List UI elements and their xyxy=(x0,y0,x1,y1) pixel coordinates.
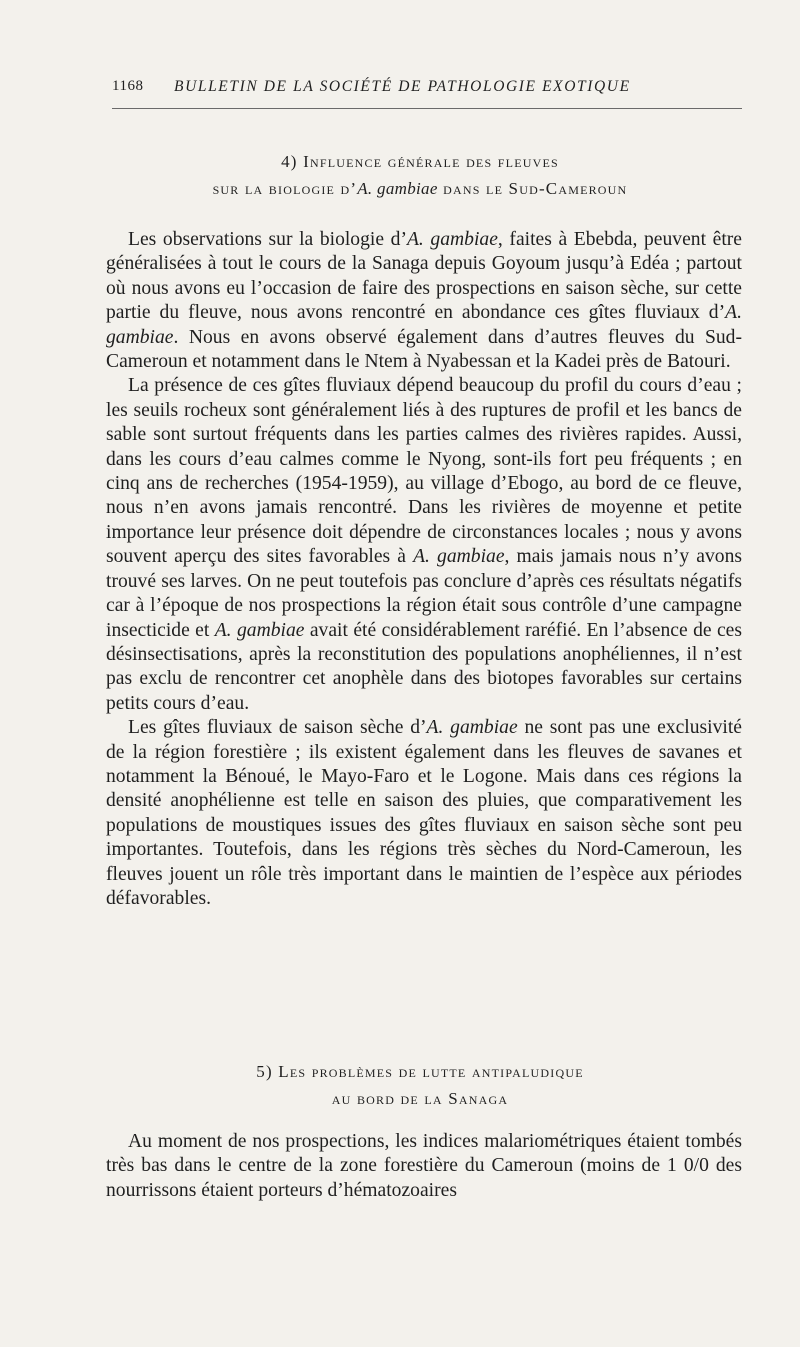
section-4-heading-species: A. gambiae xyxy=(357,179,438,198)
species-name: A. gambiae xyxy=(426,717,518,739)
section-4-paragraph-2 xyxy=(106,374,742,716)
section-4-body xyxy=(106,228,742,911)
text-run: ne sont pas une exclusivité de la région forestière ; ils existent également dans les fleuves de savanes et notamment la Bénoué, le Mayo-Faro et le Logone. Mais dans ces régions la densité anophélienne est telle en saison des pluies, que comparativement les populations de moustiques issues des gîtes fluviaux en saison sèche sont peu importantes. Toutefois, dans les régions très sèches du Nord-Cameroun, les fleuves jouent un rôle très important dans le maintien de l’espèce aux périodes défavorables. xyxy=(106,717,742,909)
journal-title: BULLETIN DE LA SOCIÉTÉ DE PATHOLOGIE EXOTIQUE xyxy=(174,78,631,95)
header-rule xyxy=(112,108,742,109)
section-4-heading xyxy=(100,148,740,202)
text-run: , faites à Ebebda, peuvent être généralisées à tout le cours de la Sanaga depuis Goyoum jusqu’à Edéa ; partout où nous avons eu l’occasion de faire des prospections en saison sèche, sur cette partie du fleuve, nous avons rencontré en abondance ces gîtes fluviaux d’ xyxy=(106,229,742,324)
text-run: Les gîtes fluviaux de saison sèche d’ xyxy=(128,717,427,739)
section-4-paragraph-1 xyxy=(106,228,742,374)
section-4-paragraph-3 xyxy=(106,716,742,911)
species-name: A. gambiae xyxy=(413,546,505,568)
species-name: A. gambiae xyxy=(214,619,305,641)
species-name: A. gambiae xyxy=(406,229,498,250)
section-5-paragraph-1 xyxy=(106,1130,742,1203)
text-run: avait été considérablement raréfié. En l’absence de ces désinsectisations, après la reconstitution des populations anophéliennes, il n’est pas exclu de rencontrer cet anophèle dans des biotopes favorables sur certains petits cours d’eau. xyxy=(106,619,742,714)
section-5-body xyxy=(106,1130,742,1203)
section-5-heading-line-2: au bord de la Sanaga xyxy=(331,1089,509,1108)
text-run: . Nous en avons observé également dans d’autres fleuves du Sud-Cameroun et notamment dans le Ntem à Nyabessan et la Kadei près de Batouri. xyxy=(106,326,742,373)
text-run: Au moment de nos prospections, les indices malariométriques étaient tombés très bas dans le centre de la zone forestière du Cameroun (moins de 1 0/0 des nourrissons étaient porteurs d’hématozoaires xyxy=(106,1131,742,1201)
section-4-heading-line-2 xyxy=(100,175,740,202)
text-run: La présence de ces gîtes fluviaux dépend beaucoup du profil du cours d’eau ; les seuils rocheux sont généralement liés à des ruptures de profil et les bancs de sable sont surtout fréquents dans les parties calmes des rivières rapides. Aussi, dans les cours d’eau calmes comme le Nyong, sont-ils fort peu fréquents ; en cinq ans de recherches (1954-1959), au village d’Ebogo, au bord de ce fleuve, nous n’en avons jamais rencontré. Dans les rivières de moyenne et petite importance leur présence doit dépendre de circonstances locales ; nous y avons souvent aperçu des sites favorables à xyxy=(106,375,742,568)
section-4-heading-prefix: sur la biologie d’ xyxy=(212,179,358,198)
text-run: , mais jamais nous n’y avons trouvé ses larves. On ne peut toutefois pas conclure d’après ces résultats négatifs car à l’époque de nos prospections la région était sous contrôle d’une campagne insecticide et xyxy=(106,546,742,641)
text-run: Les observations sur la biologie d’ xyxy=(128,229,407,250)
section-4-heading-line-1: 4) Influence générale des fleuves xyxy=(281,152,559,171)
section-5-heading xyxy=(100,1058,740,1112)
section-4-heading-suffix: dans le Sud-Cameroun xyxy=(437,179,628,198)
running-head xyxy=(112,78,742,104)
section-5-heading-line-1: 5) Les problèmes de lutte antipaludique xyxy=(256,1062,584,1081)
page-number: 1168 xyxy=(112,78,144,94)
species-name: A. gambiae xyxy=(106,302,742,348)
